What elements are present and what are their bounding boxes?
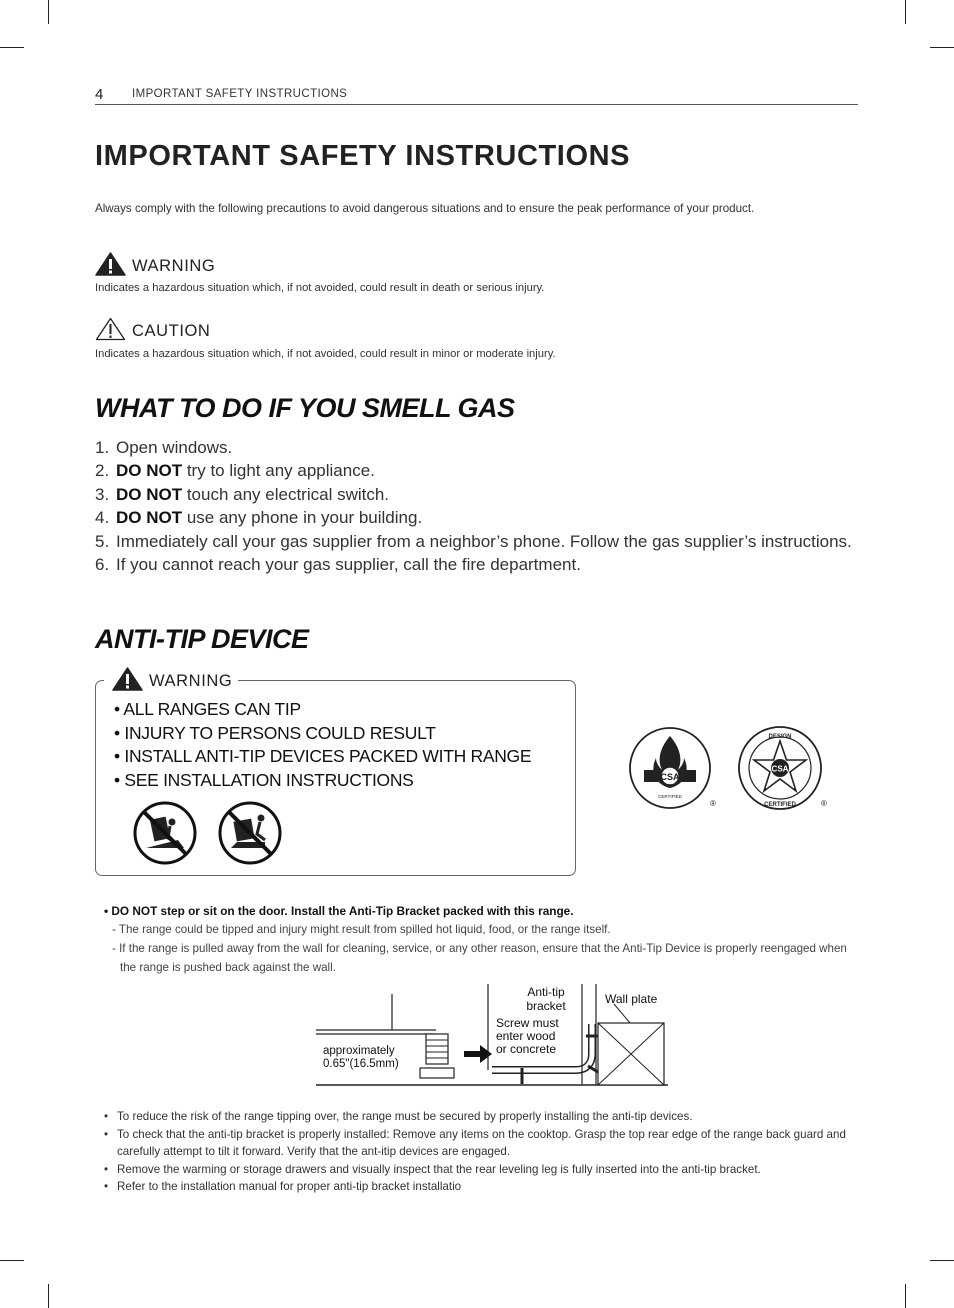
gas-section-title: WHAT TO DO IF YOU SMELL GAS bbox=[95, 393, 515, 423]
registered-mark: ® bbox=[710, 799, 716, 808]
registered-mark: ® bbox=[821, 799, 827, 808]
seal-right-bottom-text: CERTIFIED bbox=[764, 802, 796, 808]
clearance-label: 0.65"(16.5mm) bbox=[323, 1058, 399, 1070]
no-sitting-on-door-icon bbox=[217, 800, 283, 866]
svg-text:CSA: CSA bbox=[771, 764, 789, 774]
gas-steps-list bbox=[95, 436, 855, 576]
bracket-label: bracket bbox=[526, 999, 566, 1013]
intro-text: Always comply with the following precautions to avoid dangerous situations and to ensure the peak performance of your product. bbox=[95, 202, 755, 215]
list-item: 2. DO NOT try to light any appliance. bbox=[95, 461, 375, 481]
anti-tip-warning-list bbox=[114, 698, 531, 792]
list-item: 1. Open windows. bbox=[95, 438, 233, 457]
anti-tip-warning-label: WARNING bbox=[104, 667, 238, 696]
list-item: • Refer to the installation manual for proper anti-tip bracket installatio bbox=[104, 1180, 462, 1193]
list-item: 5. Immediately call your gas supplier from a neighbor’s phone. Follow the gas supplier’s instructions. bbox=[95, 531, 852, 551]
list-item: • SEE INSTALLATION INSTRUCTIONS bbox=[114, 769, 414, 790]
bracket-label: Anti-tip bbox=[527, 985, 565, 999]
crop-mark bbox=[930, 1260, 954, 1261]
wall-plate-label: Wall plate bbox=[605, 992, 658, 1006]
warning-triangle-icon bbox=[95, 252, 126, 281]
caution-description: Indicates a hazardous situation which, if not avoided, could result in minor or moderate injury. bbox=[95, 348, 556, 360]
anti-tip-bullets bbox=[104, 1108, 864, 1196]
list-item: • INJURY TO PERSONS COULD RESULT bbox=[114, 722, 436, 743]
design-certified-star-seal-icon bbox=[736, 726, 832, 812]
list-item: • Remove the warming or storage drawers and visually inspect that the rear leveling leg is fully inserted into the anti-tip bracket. bbox=[104, 1162, 761, 1176]
clearance-label: approximately bbox=[323, 1045, 395, 1057]
svg-text:CSA: CSA bbox=[660, 772, 680, 782]
crop-mark bbox=[930, 47, 954, 48]
screw-label: Screw must bbox=[496, 1016, 559, 1030]
list-item: • ALL RANGES CAN TIP bbox=[114, 699, 301, 719]
crop-mark bbox=[48, 1284, 49, 1308]
caution-heading bbox=[95, 317, 210, 346]
warning-label: WARNING bbox=[132, 257, 216, 275]
page-number: 4 bbox=[95, 86, 104, 103]
header-rule bbox=[95, 104, 858, 105]
door-warning-note: • DO NOT step or sit on the door. Install the Anti-Tip Bracket packed with this range. bbox=[104, 904, 574, 918]
warning-triangle-icon bbox=[112, 667, 143, 696]
crop-mark bbox=[0, 47, 24, 48]
caution-triangle-icon bbox=[95, 317, 126, 346]
crop-mark bbox=[0, 1260, 24, 1261]
caution-label: CAUTION bbox=[132, 322, 211, 340]
list-item: • To check that the anti-tip bracket is properly installed: Remove any items on the cooktop. Grasp the top rear edge of the range back guard and carefully attempt to tilt it forward. Verify that the ant-itip devices are engaged. bbox=[104, 1127, 846, 1158]
crop-mark bbox=[905, 0, 906, 24]
screw-label: enter wood bbox=[496, 1029, 556, 1043]
page-title: IMPORTANT SAFETY INSTRUCTIONS bbox=[95, 140, 631, 172]
list-item: • INSTALL ANTI-TIP DEVICES PACKED WITH RANGE bbox=[114, 746, 532, 766]
anti-tip-section-title: ANTI-TIP DEVICE bbox=[95, 624, 309, 654]
note-sub-item: - The range could be tipped and injury might result from spilled hot liquid, food, or the range itself. bbox=[112, 923, 611, 936]
seal-right-top-text: DESIGN bbox=[768, 734, 792, 740]
crop-mark bbox=[48, 0, 49, 24]
warning-description: Indicates a hazardous situation which, if not avoided, could result in death or serious injury. bbox=[95, 282, 545, 294]
warning-heading bbox=[95, 252, 215, 281]
seal-left-text: CERTIFIED bbox=[658, 794, 682, 799]
running-header: IMPORTANT SAFETY INSTRUCTIONS bbox=[132, 88, 348, 100]
screw-label: or concrete bbox=[496, 1042, 557, 1056]
list-item: 4. DO NOT use any phone in your building. bbox=[95, 508, 423, 528]
certified-flame-seal-icon bbox=[628, 726, 720, 812]
list-item: 6. If you cannot reach your gas supplier, call the fire department. bbox=[95, 555, 581, 575]
note-sub-item: - If the range is pulled away from the wall for cleaning, service, or any other reason, ensure that the Anti-Tip Device is properly reengaged when the range is pushed back against the wall. bbox=[112, 942, 847, 974]
no-stepping-on-door-icon bbox=[132, 800, 198, 866]
crop-mark bbox=[905, 1284, 906, 1308]
list-item: 3. DO NOT touch any electrical switch. bbox=[95, 484, 390, 504]
anti-tip-bracket-diagram bbox=[316, 984, 668, 1088]
list-item: • To reduce the risk of the range tipping over, the range must be secured by properly installing the anti-tip devices. bbox=[104, 1110, 693, 1123]
